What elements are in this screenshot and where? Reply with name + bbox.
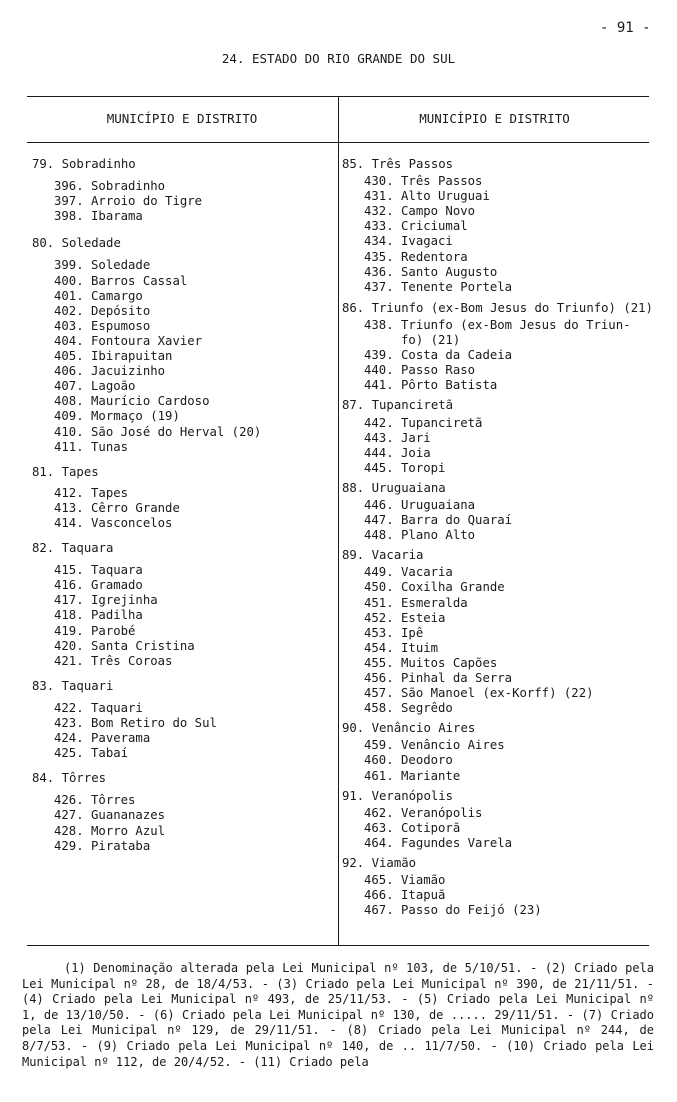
municipality-number: 83. xyxy=(32,678,55,693)
municipality-name: Tapes xyxy=(61,464,99,479)
district-item: 415. Taquara xyxy=(54,563,143,578)
district-item: 463. Cotiporã xyxy=(364,820,461,835)
district-item: 403. Espumoso xyxy=(54,318,151,333)
district-item: 409. Mormaço (19) xyxy=(54,409,180,424)
district-item: 420. Santa Cristina xyxy=(54,638,195,653)
municipality-block xyxy=(32,236,332,454)
district-item: 408. Maurício Cardoso xyxy=(54,394,210,409)
district-item: 402. Depósito xyxy=(54,303,151,318)
district-item: 455. Muitos Capões xyxy=(364,655,498,670)
district-item: 407. Lagoão xyxy=(54,379,136,394)
district-item: 445. Toropi xyxy=(364,460,446,475)
district-list xyxy=(32,179,332,224)
municipality-number: 81. xyxy=(32,464,55,479)
district-item: 414. Vasconcelos xyxy=(54,515,173,530)
municipality-number: 79. xyxy=(32,157,55,171)
municipality-name: Venâncio Aires xyxy=(371,721,476,736)
municipality-name: Sobradinho xyxy=(61,157,136,171)
district-item: 462. Veranópolis xyxy=(364,805,483,820)
municipality-block xyxy=(342,398,652,475)
municipality-block xyxy=(342,789,652,851)
district-item: 399. Soledade xyxy=(54,258,151,273)
left-column-header: MUNICÍPIO E DISTRITO xyxy=(106,111,258,126)
municipality-name: Taquara xyxy=(61,541,114,556)
municipality-block xyxy=(342,721,652,783)
district-item: 397. Arroio do Tigre xyxy=(54,194,203,209)
district-item: 460. Deodoro xyxy=(364,753,453,768)
municipality-block xyxy=(32,541,332,669)
municipality-block xyxy=(342,856,652,918)
district-item: 417. Igrejinha xyxy=(54,593,158,608)
district-item: 457. São Manoel (ex-Korff) (22) xyxy=(364,686,594,701)
district-item: 406. Jacuizinho xyxy=(54,364,166,379)
district-list xyxy=(32,701,332,761)
municipality-number: 85. xyxy=(342,157,365,171)
district-item: 437. Tenente Portela xyxy=(364,279,513,294)
district-item: 459. Venâncio Aires xyxy=(364,738,505,753)
municipality-heading xyxy=(342,398,652,413)
district-item: 465. Viamão xyxy=(364,873,446,888)
district-item: 438. Triunfo (ex-Bom Jesus do Triun- fo) (21) xyxy=(364,317,631,348)
district-item: 441. Pôrto Batista xyxy=(364,378,498,393)
district-item: 410. São José do Herval (20) xyxy=(54,424,262,439)
district-item: 440. Passo Raso xyxy=(364,363,476,378)
district-list xyxy=(32,258,332,454)
district-item: 448. Plano Alto xyxy=(364,528,476,543)
district-item: 426. Tôrres xyxy=(54,793,136,808)
municipality-name: Veranópolis xyxy=(371,788,454,803)
municipality-name: Vacaria xyxy=(371,548,424,563)
district-item: 449. Vacaria xyxy=(364,565,453,580)
municipality-block xyxy=(32,157,332,224)
district-list xyxy=(342,318,652,393)
municipality-heading xyxy=(32,771,332,786)
district-item: 431. Alto Uruguai xyxy=(364,189,490,204)
page-title: 24. ESTADO DO RIO GRANDE DO SUL xyxy=(221,51,456,66)
district-item: 467. Passo do Feijó (23) xyxy=(364,903,542,918)
district-item: 436. Santo Augusto xyxy=(364,264,498,279)
district-item: 405. Ibirapuitan xyxy=(54,349,173,364)
municipality-heading xyxy=(342,481,652,496)
municipality-name: Taquari xyxy=(61,678,114,693)
table-bottom-rule xyxy=(27,945,649,946)
municipality-heading xyxy=(342,157,652,172)
municipality-name: Tupanciretã xyxy=(371,398,454,413)
municipality-number: 92. xyxy=(342,856,365,871)
municipality-number: 89. xyxy=(342,548,365,563)
municipality-heading xyxy=(32,236,332,251)
district-item: 418. Padilha xyxy=(54,608,143,623)
municipality-number: 84. xyxy=(32,771,55,786)
municipality-block xyxy=(342,481,652,543)
municipality-number: 91. xyxy=(342,788,365,803)
district-item: 421. Três Coroas xyxy=(54,653,173,668)
page-number: - 91 - xyxy=(600,20,651,36)
municipality-block xyxy=(342,157,652,295)
municipality-number: 80. xyxy=(32,236,55,251)
municipality-number: 88. xyxy=(342,480,365,495)
district-list xyxy=(342,565,652,716)
column-divider xyxy=(338,96,339,945)
municipality-name: Triunfo (ex-Bom Jesus do Triunfo) (21) xyxy=(371,300,653,315)
municipality-heading xyxy=(342,721,652,736)
district-item: 396. Sobradinho xyxy=(54,179,166,194)
district-list xyxy=(342,873,652,918)
district-item: 443. Jari xyxy=(364,430,431,445)
district-list xyxy=(342,498,652,543)
district-item: 456. Pinhal da Serra xyxy=(364,671,513,685)
district-item: 458. Segrêdo xyxy=(364,701,453,716)
municipality-name: Três Passos xyxy=(371,157,454,171)
district-list xyxy=(342,806,652,851)
municipality-block xyxy=(32,679,332,761)
municipality-heading xyxy=(32,157,332,172)
municipality-heading xyxy=(342,856,652,871)
district-item: 447. Barra do Quaraí xyxy=(364,513,513,528)
municipality-block xyxy=(32,771,332,853)
district-item: 434. Ivagaci xyxy=(364,234,453,249)
district-item: 422. Taquari xyxy=(54,700,143,715)
district-item: 454. Ituim xyxy=(364,640,439,655)
district-item: 452. Esteia xyxy=(364,610,446,625)
district-item: 413. Cêrro Grande xyxy=(54,500,180,515)
municipality-heading xyxy=(342,548,652,563)
footnotes: (1) Denominação alterada pela Lei Municipal nº 103, de 5/10/51. - (2) Criado pela Lei Municipal nº 28, de 18/4/53. - (3) Criado pela Lei Municipal nº 390, de 21/11/51. - (4) Criado pela Lei Municipal nº 493, de 25/11/53. - (5) Criado pela Lei Municipal nº 1, de 13/10/50. - (6) Criado pela Lei Municipal nº 130, de ..... 29/11/51. - (7) Criado pela Lei Municipal nº 129, de 29/11/51. - (8) Criado pela Lei Municipal nº 244, de 8/7/53. - (9) Criado pela Lei Municipal nº 140, de .. 11/7/50. - (10) Criado pela Lei Municipal nº 112, de 20/4/52. - (11) Criado pela xyxy=(22,961,654,1069)
district-item: 428. Morro Azul xyxy=(54,823,166,838)
district-item: 412. Tapes xyxy=(54,485,129,500)
district-item: 400. Barros Cassal xyxy=(54,273,188,288)
district-item: 404. Fontoura Xavier xyxy=(54,333,203,348)
left-column xyxy=(32,157,332,854)
right-column-header: MUNICÍPIO E DISTRITO xyxy=(419,111,570,126)
district-item: 430. Três Passos xyxy=(364,174,483,189)
district-item: 429. Pirataba xyxy=(54,838,151,853)
district-item: 419. Parobé xyxy=(54,623,136,638)
municipality-block xyxy=(32,465,332,531)
right-column xyxy=(342,157,652,918)
district-item: 461. Mariante xyxy=(364,768,461,783)
municipality-heading xyxy=(342,789,652,804)
district-list xyxy=(342,174,652,295)
district-item: 453. Ipê xyxy=(364,625,424,640)
district-item: 442. Tupanciretã xyxy=(364,415,483,430)
district-item: 435. Redentora xyxy=(364,249,468,264)
municipality-name: Viamão xyxy=(371,856,417,871)
district-list xyxy=(342,738,652,783)
district-list xyxy=(342,416,652,476)
municipality-heading xyxy=(32,465,332,480)
municipality-name: Tôrres xyxy=(61,771,107,786)
municipality-block xyxy=(342,301,652,394)
district-item: 446. Uruguaiana xyxy=(364,497,476,512)
district-item: 433. Criciumal xyxy=(364,219,468,234)
district-item: 451. Esmeralda xyxy=(364,595,468,610)
municipality-name: Uruguaiana xyxy=(371,480,446,495)
municipality-heading xyxy=(32,541,332,556)
district-item: 444. Joia xyxy=(364,445,431,460)
district-list xyxy=(32,486,332,531)
district-item: 411. Tunas xyxy=(54,439,129,454)
municipality-block xyxy=(342,548,652,716)
district-item: 427. Guananazes xyxy=(54,808,166,823)
district-list xyxy=(32,793,332,853)
district-list xyxy=(32,563,332,669)
district-item: 416. Gramado xyxy=(54,578,143,593)
municipality-number: 87. xyxy=(342,398,365,413)
district-item: 432. Campo Novo xyxy=(364,204,476,219)
district-item: 425. Tabaí xyxy=(54,746,129,761)
district-item: 464. Fagundes Varela xyxy=(364,835,513,850)
municipality-number: 86. xyxy=(342,300,365,315)
municipality-name: Soledade xyxy=(61,236,121,251)
municipality-heading xyxy=(32,679,332,694)
district-item: 466. Itapuã xyxy=(364,888,446,903)
district-item: 424. Paverama xyxy=(54,731,151,746)
municipality-number: 82. xyxy=(32,541,55,556)
district-item: 439. Costa da Cadeia xyxy=(364,348,513,363)
municipality-number: 90. xyxy=(342,721,365,736)
district-item: 450. Coxilha Grande xyxy=(364,580,505,595)
district-item: 398. Ibarama xyxy=(54,209,143,224)
district-item: 423. Bom Retiro do Sul xyxy=(54,716,217,730)
municipality-heading xyxy=(342,301,652,316)
district-item: 401. Camargo xyxy=(54,288,143,303)
